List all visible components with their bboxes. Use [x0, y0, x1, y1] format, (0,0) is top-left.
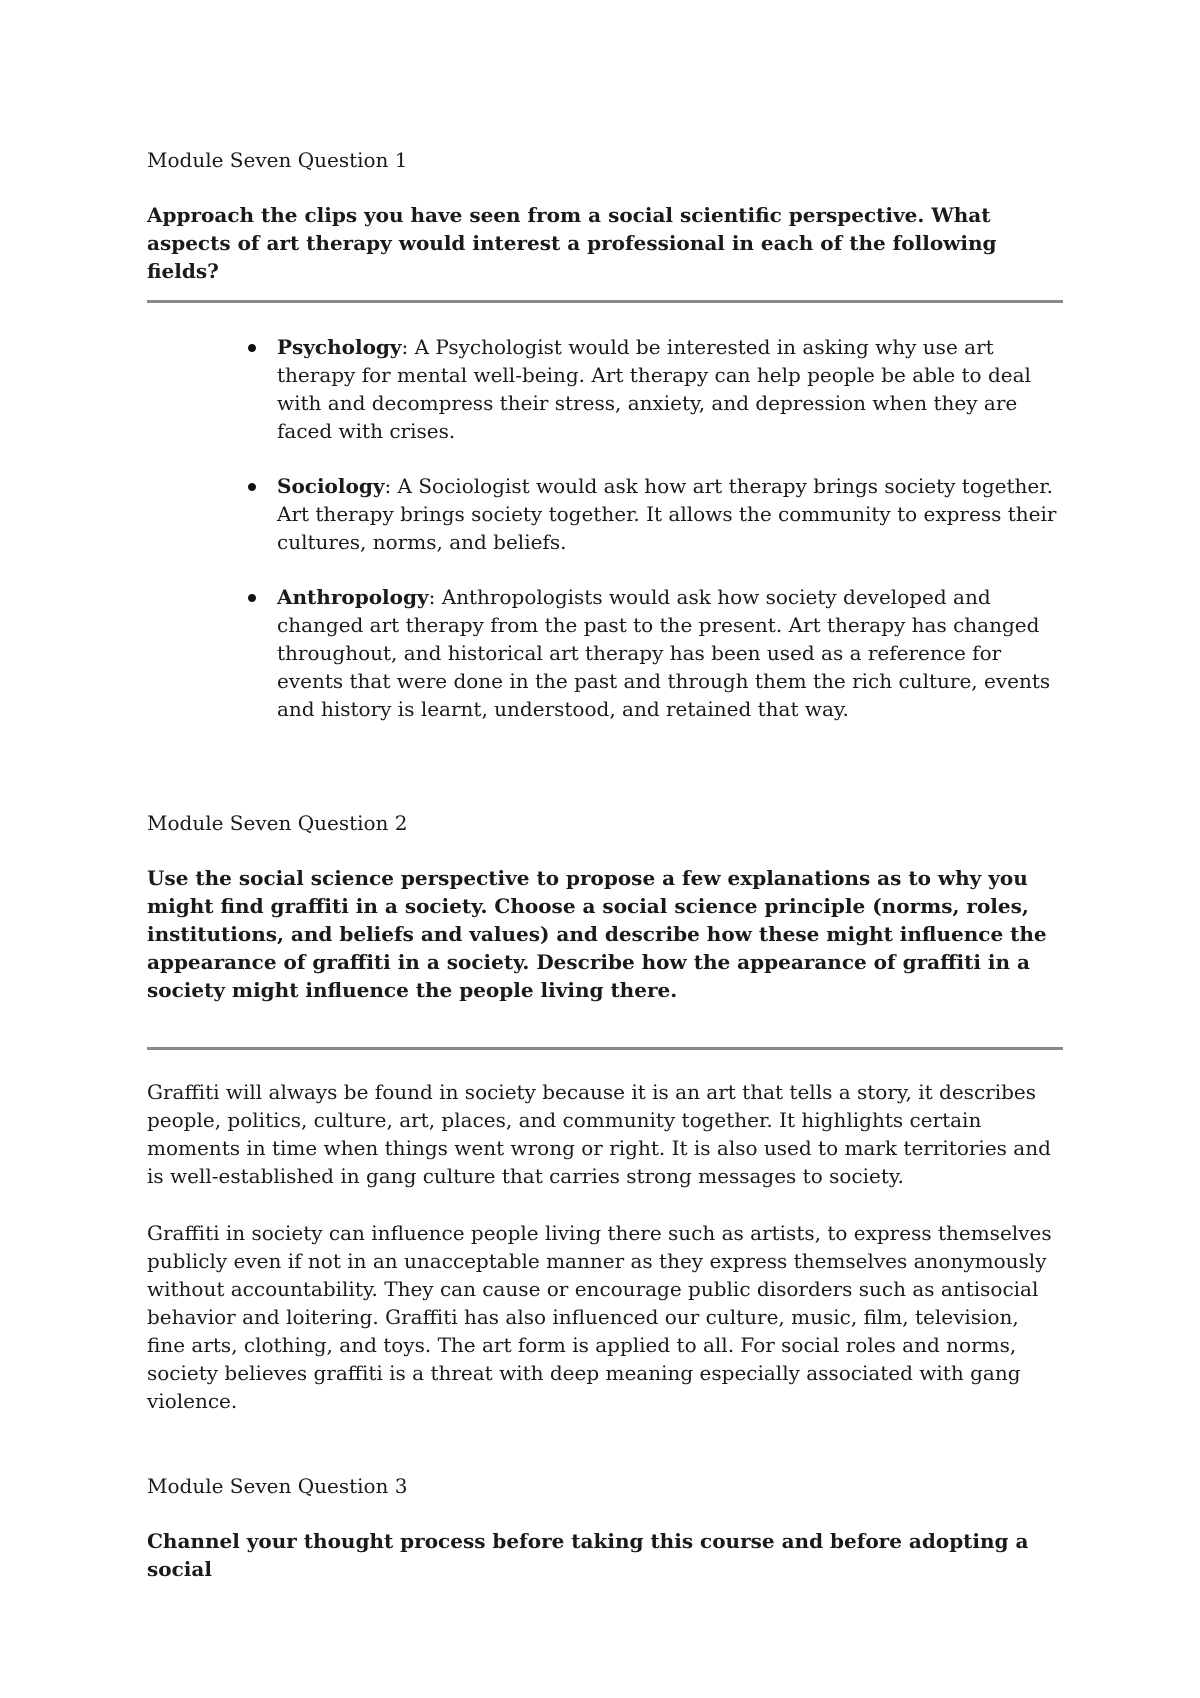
answer-term: Anthropology	[277, 585, 429, 609]
question-1-title: Module Seven Question 1	[147, 148, 408, 172]
bullet-icon	[248, 483, 256, 491]
bullet-icon	[248, 594, 256, 602]
divider-line	[147, 300, 1063, 303]
question-1-prompt: Approach the clips you have seen from a social scientific perspective. What aspects of art therapy would interest a professional in each of the following fields?	[147, 203, 997, 283]
question-1-answer-list	[245, 333, 1065, 750]
question-2-title: Module Seven Question 2	[147, 811, 408, 835]
list-item	[245, 472, 1065, 556]
answer-paragraph: Graffiti in society can influence people living there such as artists, to express themselves publicly even if not in an unacceptable manner as they express themselves anonymously without accountability. They can cause or encourage public disorders such as antisocial behavior and loitering. Graffiti has also influenced our culture, music, film, television, fine arts, clothing, and toys. The art form is applied to all. For social roles and norms, society believes graffiti is a threat with deep meaning especially associated with gang violence.	[147, 1221, 1052, 1413]
answer-term: Psychology	[277, 335, 402, 359]
answer-text: : A Sociologist would ask how art therapy brings society together. Art therapy brings society together. It allows the community to express their cultures, norms, and beliefs.	[277, 474, 1057, 554]
bullet-icon	[248, 344, 256, 352]
answer-paragraph: Graffiti will always be found in society because it is an art that tells a story, it describes people, politics, culture, art, places, and community together. It highlights certain moments in time when things went wrong or right. It is also used to mark territories and is well-established in gang culture that carries strong messages to society.	[147, 1080, 1051, 1188]
question-2-prompt: Use the social science perspective to propose a few explanations as to why you might find graffiti in a society. Choose a social science principle (norms, roles, institutions, and beliefs and values) and describe how these might influence the appearance of graffiti in a society. Describe how the appearance of graffiti in a society might influence the people living there.	[147, 866, 1047, 1002]
list-item	[245, 333, 1065, 445]
answer-text: : A Psychologist would be interested in asking why use art therapy for mental well-being. Art therapy can help people be able to deal with and decompress their stress, anxiety, and depression when they are faced with crises.	[277, 335, 1031, 443]
divider-line	[147, 1047, 1063, 1050]
question-3-title: Module Seven Question 3	[147, 1474, 408, 1498]
question-3-prompt: Channel your thought process before taking this course and before adopting a social	[147, 1529, 1029, 1581]
list-item	[245, 583, 1065, 723]
answer-term: Sociology	[277, 474, 385, 498]
answer-text: : Anthropologists would ask how society developed and changed art therapy from the past to the present. Art therapy has changed throughout, and historical art therapy has been used as a reference for events that were done in the past and through them the rich culture, events and history is learnt, understood, and retained that way.	[277, 585, 1051, 721]
